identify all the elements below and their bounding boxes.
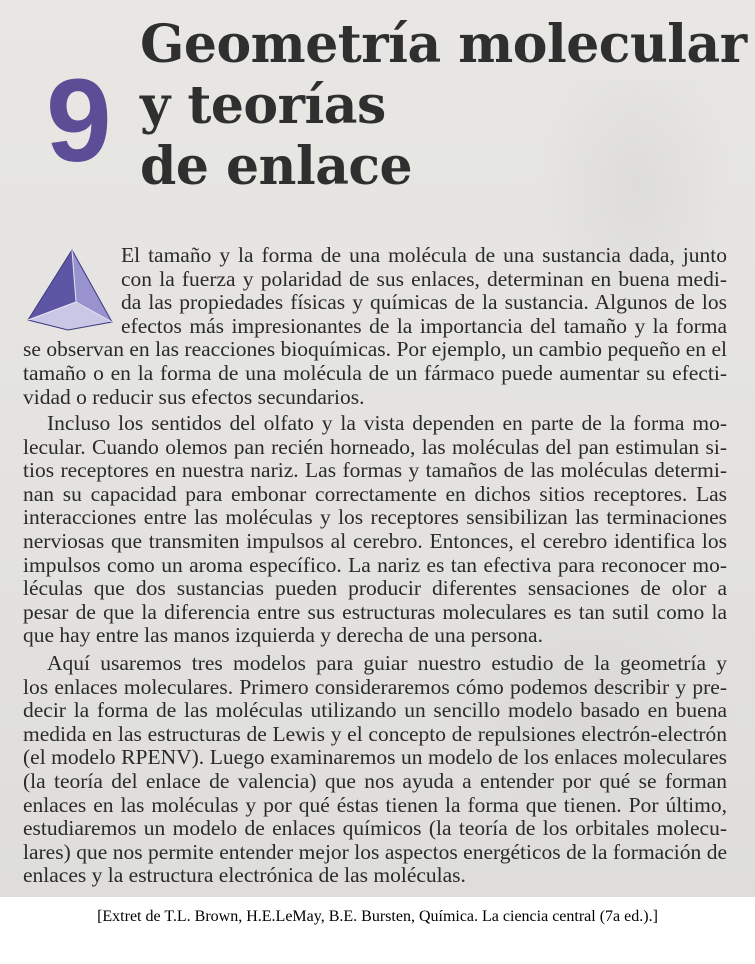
text-line: (la teoría del enlace de valencia) que nos ayuda a entender por qué se forman bbox=[23, 768, 727, 793]
chapter-title-line: de enlace bbox=[140, 136, 413, 197]
text-line: Aquí usaremos tres modelos para guiar nuestro estudio de la geometría y bbox=[47, 651, 727, 675]
text-line: con la fuerza y polaridad de sus enlaces, determinan en buena medi- bbox=[121, 266, 727, 291]
paragraph-3 bbox=[0, 652, 755, 888]
text-line: interacciones entre las moléculas y los receptores sensibilizan las terminaciones bbox=[23, 505, 727, 530]
text-line: lares) que nos permite entender mejor los aspectos energéticos de la formación de bbox=[23, 839, 727, 864]
text-line: impulsos como un aroma específico. La nariz es tan efectiva para reconocer mo- bbox=[23, 552, 727, 577]
text-line: se observan en las reacciones bioquímicas. Por ejemplo, un cambio pequeño en el bbox=[23, 337, 727, 362]
text-line: nan su capacidad para embonar correctamente en dichos sitios receptores. Las bbox=[23, 481, 727, 506]
chapter-number: 9 bbox=[46, 55, 112, 187]
text-line: Incluso los sentidos del olfato y la vista dependen en parte de la forma mo- bbox=[47, 411, 727, 435]
text-line: enlaces y la estructura electrónica de las moléculas. bbox=[23, 863, 466, 888]
chapter-title bbox=[140, 14, 747, 197]
text-line: que hay entre las manos izquierda y derecha de una persona. bbox=[23, 623, 543, 648]
text-line: medida en las estructuras de Lewis y el concepto de repulsiones electrón-electrón bbox=[23, 721, 727, 746]
text-line: tamaño o en la forma de una molécula de un fármaco puede aumentar su efecti- bbox=[23, 360, 727, 385]
text-line: El tamaño y la forma de una molécula de una sustancia dada, junto bbox=[121, 243, 727, 267]
chapter-title-line: y teorías bbox=[140, 75, 386, 136]
chapter-title-line: Geometría molecular bbox=[140, 14, 747, 75]
source-citation: [Extret de T.L. Brown, H.E.LeMay, B.E. Bursten, Química. La ciencia central (7a ed.).] bbox=[97, 908, 658, 925]
text-line: enlaces en las moléculas y por qué éstas tienen la forma que tienen. Por último, bbox=[23, 792, 727, 817]
text-line: léculas que dos sustancias pueden producir diferentes sensaciones de olor a bbox=[23, 576, 727, 601]
text-line: efectos más impresionantes de la importancia del tamaño y la forma bbox=[121, 313, 727, 338]
paragraph-2 bbox=[0, 412, 755, 648]
text-line: los enlaces moleculares. Primero consideraremos cómo podemos describir y pre- bbox=[23, 674, 727, 699]
text-line: estudiaremos un modelo de enlaces químicos (la teoría de los orbitales molecu- bbox=[23, 816, 727, 841]
text-line: da las propiedades físicas y químicas de la sustancia. Algunos de los bbox=[121, 290, 727, 315]
text-line: (el modelo RPENV). Luego examinaremos un modelo de los enlaces moleculares bbox=[23, 745, 727, 770]
text-line: lecular. Cuando olemos pan recién horneado, las moléculas del pan estimulan si- bbox=[23, 434, 727, 459]
text-line: vidad o reducir sus efectos secundarios. bbox=[23, 384, 365, 409]
text-line: nerviosas que transmiten impulsos al cerebro. Entonces, el cerebro identifica los bbox=[23, 528, 727, 553]
paragraph-1 bbox=[0, 244, 755, 409]
text-line: decir la forma de las moléculas utilizando un sencillo modelo basado en buena bbox=[23, 698, 727, 723]
text-line: tios receptores en nuestra nariz. Las formas y tamaños de las moléculas determi- bbox=[23, 458, 727, 483]
text-line: pesar de que la diferencia entre sus estructuras moleculares es tan sutil como la bbox=[23, 599, 727, 624]
